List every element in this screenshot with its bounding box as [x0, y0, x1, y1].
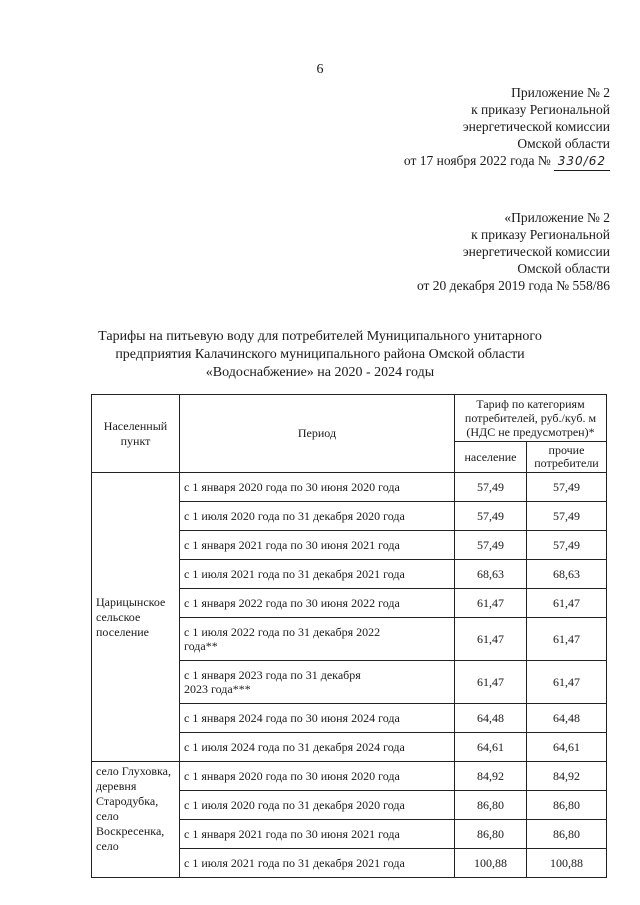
other-tariff-cell: 68,63 [526, 560, 606, 589]
appendix-previous-header [417, 209, 610, 294]
period-cell: с 1 января 2020 года по 30 июня 2020 года [180, 473, 455, 502]
settlement-cell: село Глуховка, деревня Стародубка, село Воскресенка, село [92, 762, 180, 878]
population-tariff-cell: 64,61 [454, 733, 526, 762]
period-cell: с 1 июля 2021 года по 31 декабря 2021 года [180, 560, 455, 589]
population-tariff-cell: 64,48 [454, 704, 526, 733]
title-line-3: «Водоснабжение» на 2020 - 2024 годы [205, 365, 435, 380]
period-cell: с 1 января 2021 года по 30 июня 2021 года [180, 820, 455, 849]
population-tariff-cell: 57,49 [454, 502, 526, 531]
period-line-1: с 1 января 2023 года по 31 декабря [184, 668, 361, 682]
handwritten-order-number: 330/62 [554, 153, 610, 171]
header-tariff: Тариф по категориям потребителей, руб./куб. м (НДС не предусмотрен)* [454, 395, 606, 442]
period-cell: с 1 января 2021 года по 30 июня 2021 года [180, 531, 455, 560]
other-tariff-cell: 57,49 [526, 531, 606, 560]
other-tariff-cell: 57,49 [526, 473, 606, 502]
header-other-consumers: прочие потребители [526, 442, 606, 473]
period-cell: с 1 июля 2020 года по 31 декабря 2020 года [180, 502, 455, 531]
settlement-cell: Царицынское сельское поселение [92, 473, 180, 762]
other-tariff-cell: 61,47 [526, 589, 606, 618]
population-tariff-cell: 86,80 [454, 820, 526, 849]
appendix-prev-date: от 20 декабря 2019 года № 558/86 [416, 278, 610, 293]
population-tariff-cell: 86,80 [454, 791, 526, 820]
population-tariff-cell: 57,49 [454, 531, 526, 560]
period-cell: с 1 января 2024 года по 30 июня 2024 года [180, 704, 455, 733]
appendix-commission: энергетической комиссии [462, 119, 610, 134]
other-tariff-cell: 57,49 [526, 502, 606, 531]
other-tariff-cell: 84,92 [526, 762, 606, 791]
table-row [92, 473, 607, 502]
period-cell: с 1 июля 2024 года по 31 декабря 2024 года [180, 733, 455, 762]
period-line-2: 2023 года*** [184, 682, 251, 696]
population-tariff-cell: 84,92 [454, 762, 526, 791]
period-cell [180, 618, 455, 661]
appendix-title: Приложение № 2 [511, 85, 610, 100]
tariff-table [91, 394, 607, 878]
appendix-order-ref: к приказу Региональной [471, 102, 610, 117]
other-tariff-cell: 61,47 [526, 618, 606, 661]
document-title [70, 328, 570, 382]
population-tariff-cell: 68,63 [454, 560, 526, 589]
header-population: население [454, 442, 526, 473]
population-tariff-cell: 57,49 [454, 473, 526, 502]
population-tariff-cell: 61,47 [454, 661, 526, 704]
period-cell: с 1 января 2020 года по 30 июня 2020 года [180, 762, 455, 791]
appendix-prev-title: «Приложение № 2 [504, 210, 610, 225]
page-number: 6 [316, 62, 324, 77]
period-cell: с 1 июля 2020 года по 31 декабря 2020 года [180, 791, 455, 820]
table-header-row [92, 395, 607, 442]
appendix-prev-region: Омской области [517, 261, 610, 276]
period-line-2: года** [184, 639, 218, 653]
other-tariff-cell: 86,80 [526, 820, 606, 849]
other-tariff-cell: 64,61 [526, 733, 606, 762]
appendix-current-header [404, 84, 610, 171]
appendix-date: от 17 ноября 2022 года № [403, 153, 551, 168]
population-tariff-cell: 61,47 [454, 618, 526, 661]
appendix-prev-order-ref: к приказу Региональной [471, 227, 610, 242]
other-tariff-cell: 86,80 [526, 791, 606, 820]
population-tariff-cell: 100,88 [454, 849, 526, 878]
population-tariff-cell: 61,47 [454, 589, 526, 618]
period-line-1: с 1 июля 2022 года по 31 декабря 2022 [184, 625, 381, 639]
title-line-1: Тарифы на питьевую воду для потребителей Муниципального унитарного [98, 329, 542, 344]
period-cell: с 1 июля 2021 года по 31 декабря 2021 года [180, 849, 455, 878]
table-row [92, 762, 607, 791]
other-tariff-cell: 100,88 [526, 849, 606, 878]
title-line-2: предприятия Калачинского муниципального района Омской области [115, 347, 525, 362]
period-cell: с 1 января 2022 года по 30 июня 2022 года [180, 589, 455, 618]
other-tariff-cell: 61,47 [526, 661, 606, 704]
other-tariff-cell: 64,48 [526, 704, 606, 733]
appendix-region: Омской области [517, 136, 610, 151]
appendix-date-line [404, 152, 610, 171]
header-settlement: Населенный пункт [92, 395, 180, 473]
period-cell [180, 661, 455, 704]
header-period: Период [180, 395, 455, 473]
appendix-prev-commission: энергетической комиссии [462, 244, 610, 259]
